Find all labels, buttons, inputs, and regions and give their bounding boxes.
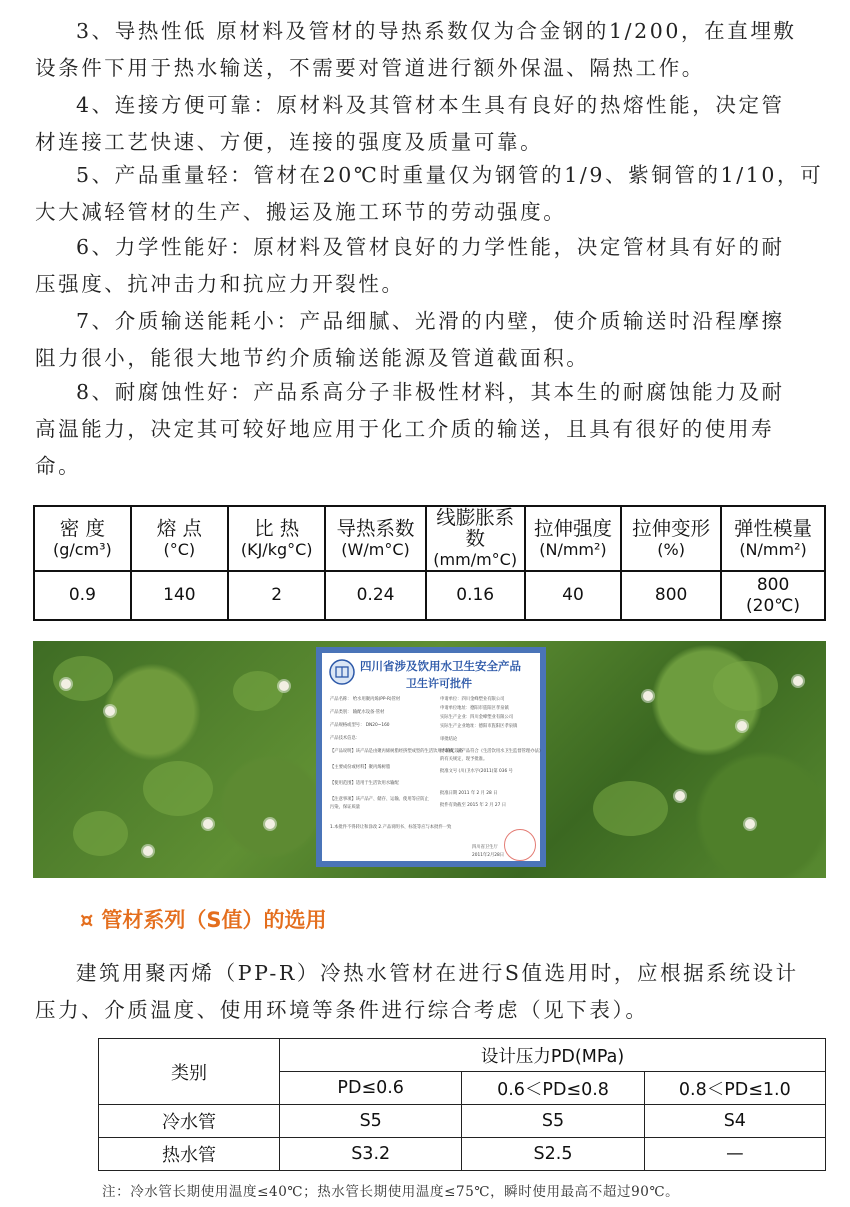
row-label: 冷水管 bbox=[99, 1105, 280, 1138]
header-pressure-range: 0.8＜PD≤1.0 bbox=[644, 1072, 825, 1105]
text-line: 6、力学性能好：原材料及管材良好的力学性能，决定管材具有好的耐 bbox=[76, 235, 785, 259]
header-name: 弹性模量 bbox=[734, 516, 813, 540]
paragraph-low-energy bbox=[35, 303, 830, 377]
value-melting-point: 140 bbox=[131, 571, 228, 620]
clover-leaf bbox=[233, 671, 283, 711]
value-elastic-modulus bbox=[721, 571, 825, 620]
paragraph-thermal-conductivity bbox=[35, 13, 830, 87]
official-seal-stamp bbox=[504, 829, 536, 861]
text-line: 4、连接方便可靠：原材料及其管材本生具有良好的热熔性能，决定管 bbox=[76, 93, 785, 117]
text-line: 大大减轻管材的生产、搬运及施工环节的劳动强度。 bbox=[35, 200, 567, 224]
header-name: 拉伸强度 bbox=[533, 516, 612, 540]
text-line: 5、产品重量轻：管材在20℃时重量仅为钢管的1/9、紫铜管的1/10，可 bbox=[76, 163, 824, 187]
certificate-right-line: 审批结论 bbox=[440, 737, 458, 742]
certificate-left-line: 【主要成份或材料】聚丙烯树脂 bbox=[330, 765, 391, 770]
certificate-issuer: 四川省卫生厅 bbox=[472, 845, 498, 850]
table-header-row bbox=[99, 1039, 826, 1072]
header-unit: (mm/m°C) bbox=[433, 550, 518, 569]
header-category: 类别 bbox=[99, 1039, 280, 1105]
text-line: 命。 bbox=[35, 454, 82, 478]
text-line: 压强度、抗冲击力和抗应力开裂性。 bbox=[35, 272, 405, 296]
pipe-series-table bbox=[98, 1038, 826, 1171]
clover-flower bbox=[61, 679, 71, 689]
paragraph-mechanical bbox=[35, 229, 830, 303]
header-unit: (N/mm²) bbox=[739, 539, 807, 559]
certificate-right-line: 申请单位地址：德阳市旌阳区孝泉镇 bbox=[440, 706, 509, 711]
header-unit: (°C) bbox=[163, 539, 196, 559]
header-unit: (%) bbox=[657, 539, 685, 559]
header-name: 拉伸变形 bbox=[632, 516, 711, 540]
text-line: 压力、介质温度、使用环境等条件进行综合考虑（见下表）。 bbox=[35, 998, 649, 1022]
footnote: 注：冷水管长期使用温度≤40℃；热水管长期使用温度≤75℃，瞬时使用最高不超过90℃。 bbox=[102, 1184, 680, 1200]
certificate-right-line: 申请单位：四川金峰塑业有限公司 bbox=[440, 697, 505, 702]
table-row-hot-water bbox=[99, 1138, 826, 1171]
certificate-notes: 1.本批件不得转让和涂改 2.产品说明书、标签等应与本批件一致 bbox=[330, 825, 452, 830]
value-thermal-conductivity: 0.24 bbox=[325, 571, 425, 620]
certificate-subtitle: 卫生许可批件 bbox=[406, 677, 472, 690]
certificate-left-line: 产品技术信息： bbox=[330, 736, 361, 741]
clover-leaf bbox=[713, 661, 778, 711]
bullet-mark-icon: ¤ bbox=[80, 908, 94, 932]
value-specific-heat: 2 bbox=[228, 571, 326, 620]
text-line: 阻力很小，能很大地节约介质输送能源及管道截面积。 bbox=[35, 346, 590, 370]
text-line: 3、导热性低 原材料及管材的导热系数仅为合金钢的1/200，在直埋敷 bbox=[76, 19, 797, 43]
clover-flower bbox=[745, 819, 755, 829]
text-line: 7、介质输送能耗小：产品细腻、光滑的内壁，使介质输送时沿程摩擦 bbox=[76, 309, 785, 333]
header-thermal-conductivity bbox=[325, 506, 425, 571]
paragraph-connection bbox=[35, 87, 830, 161]
certificate-right-line: 的有关规定，现予批准。 bbox=[440, 757, 488, 762]
hygiene-license-certificate bbox=[316, 647, 546, 867]
table-cell: S3.2 bbox=[280, 1138, 462, 1171]
header-melting-point bbox=[131, 506, 228, 571]
text-line: 建筑用聚丙烯（PP-R）冷热水管材在进行S值选用时，应根据系统设计 bbox=[76, 961, 799, 985]
text-line: 材连接工艺快速、方便，连接的强度及质量可靠。 bbox=[35, 130, 544, 154]
table-cell: — bbox=[644, 1138, 825, 1171]
header-elastic-modulus bbox=[721, 506, 825, 571]
clover-flower bbox=[143, 846, 153, 856]
header-density bbox=[34, 506, 131, 571]
value-sub: (20℃) bbox=[746, 595, 801, 616]
certificate-title: 四川省涉及饮用水卫生安全产品 bbox=[360, 659, 521, 673]
table-row-cold-water bbox=[99, 1105, 826, 1138]
paragraph-corrosion bbox=[35, 374, 830, 485]
material-properties-table bbox=[33, 505, 826, 621]
header-pressure-range: PD≤0.6 bbox=[280, 1072, 462, 1105]
table-cell: S4 bbox=[644, 1105, 825, 1138]
value-linear-expansion: 0.16 bbox=[426, 571, 525, 620]
value-tensile-strength: 40 bbox=[525, 571, 621, 620]
value-tensile-deformation: 800 bbox=[621, 571, 721, 620]
text-line: 高温能力，决定其可较好地应用于化工介质的输送，且具有很好的使用寿 bbox=[35, 417, 775, 441]
certificate-left-line: 【注意事项】该产品产、储存、运输、使用等应防止 bbox=[330, 797, 429, 802]
header-name: 比 热 bbox=[254, 516, 300, 540]
header-unit: (W/m°C) bbox=[341, 539, 410, 559]
paragraph-s-value-intro bbox=[35, 955, 830, 1029]
header-unit: (KJ/kg°C) bbox=[240, 539, 313, 559]
clover-flower bbox=[279, 681, 289, 691]
paragraph-light-weight bbox=[35, 157, 830, 231]
header-tensile-deformation bbox=[621, 506, 721, 571]
emblem-icon bbox=[329, 659, 355, 685]
clover-flower bbox=[737, 721, 747, 731]
clover-leaf bbox=[73, 811, 128, 856]
clover-flower bbox=[105, 706, 115, 716]
clover-leaf bbox=[143, 761, 213, 816]
clover-leaf bbox=[593, 781, 668, 836]
header-unit: (N/mm²) bbox=[539, 539, 607, 559]
certificate-right-line: 经审核，该产品符合《生活饮用水卫生监督管理办法》 bbox=[440, 749, 544, 754]
table-cell: S2.5 bbox=[462, 1138, 644, 1171]
certificate-left-line: 产品名称： 给水用聚丙烯(PP-R)管材 bbox=[330, 697, 401, 702]
section-title: 管材系列（S值）的选用 bbox=[101, 908, 327, 932]
clover-flower bbox=[793, 676, 803, 686]
table-cell: S5 bbox=[462, 1105, 644, 1138]
certificate-left-line: 产品规格或型号： DN20~160 bbox=[330, 723, 390, 728]
text-line: 8、耐腐蚀性好：产品系高分子非极性材料，其本生的耐腐蚀能力及耐 bbox=[76, 380, 785, 404]
certificate-right-line: 实际生产企业地址：德阳市旌阳区孝泉镇 bbox=[440, 724, 518, 729]
header-name: 线膨胀系数 bbox=[436, 506, 515, 550]
table-cell: S5 bbox=[280, 1105, 462, 1138]
clover-flower bbox=[643, 691, 653, 701]
table-header-row bbox=[34, 506, 825, 571]
text-line: 设条件下用于热水输送，不需要对管道进行额外保温、隔热工作。 bbox=[35, 56, 705, 80]
certificate-issue-date: 2011年2月28日 bbox=[472, 853, 505, 858]
certificate-right-line: 批准文号 (川)卫水字(2011)第 036 号 bbox=[440, 769, 513, 774]
certificate-left-line: 污染，保证质量 bbox=[330, 805, 361, 810]
clover-leaf bbox=[53, 656, 113, 701]
header-pressure-range: 0.6＜PD≤0.8 bbox=[462, 1072, 644, 1105]
clover-flower bbox=[203, 819, 213, 829]
certificate-photo-banner bbox=[33, 641, 826, 878]
header-name: 熔 点 bbox=[156, 516, 202, 540]
header-unit: (g/cm³) bbox=[52, 539, 112, 559]
certificate-right-line: 实际生产企业：四川金峰塑业有限公司 bbox=[440, 715, 514, 720]
header-name: 导热系数 bbox=[336, 516, 415, 540]
header-design-pressure: 设计压力PD(MPa) bbox=[280, 1039, 826, 1072]
certificate-left-line: 产品类别： 输配水设备·管材 bbox=[330, 710, 385, 715]
certificate-left-line: 【产品说明】该产品是由聚丙烯树脂经挤塑成型的生活饮用水输配设备 bbox=[330, 749, 464, 754]
header-linear-expansion bbox=[426, 506, 525, 571]
section-heading bbox=[80, 904, 327, 934]
clover-flower bbox=[675, 791, 685, 801]
table-values-row bbox=[34, 571, 825, 620]
certificate-left-line: 【使用范围】适用于生活饮用水输配 bbox=[330, 781, 399, 786]
value-density: 0.9 bbox=[34, 571, 131, 620]
certificate-right-line: 批件有效截至 2015 年 2 月 27 日 bbox=[440, 803, 507, 808]
row-label: 热水管 bbox=[99, 1138, 280, 1171]
header-name: 密 度 bbox=[59, 516, 105, 540]
header-specific-heat bbox=[228, 506, 326, 571]
header-tensile-strength bbox=[525, 506, 621, 571]
clover-flower bbox=[265, 819, 275, 829]
certificate-right-line: 批准日期 2011 年 2 月 28 日 bbox=[440, 791, 498, 796]
value-main: 800 bbox=[756, 574, 790, 595]
